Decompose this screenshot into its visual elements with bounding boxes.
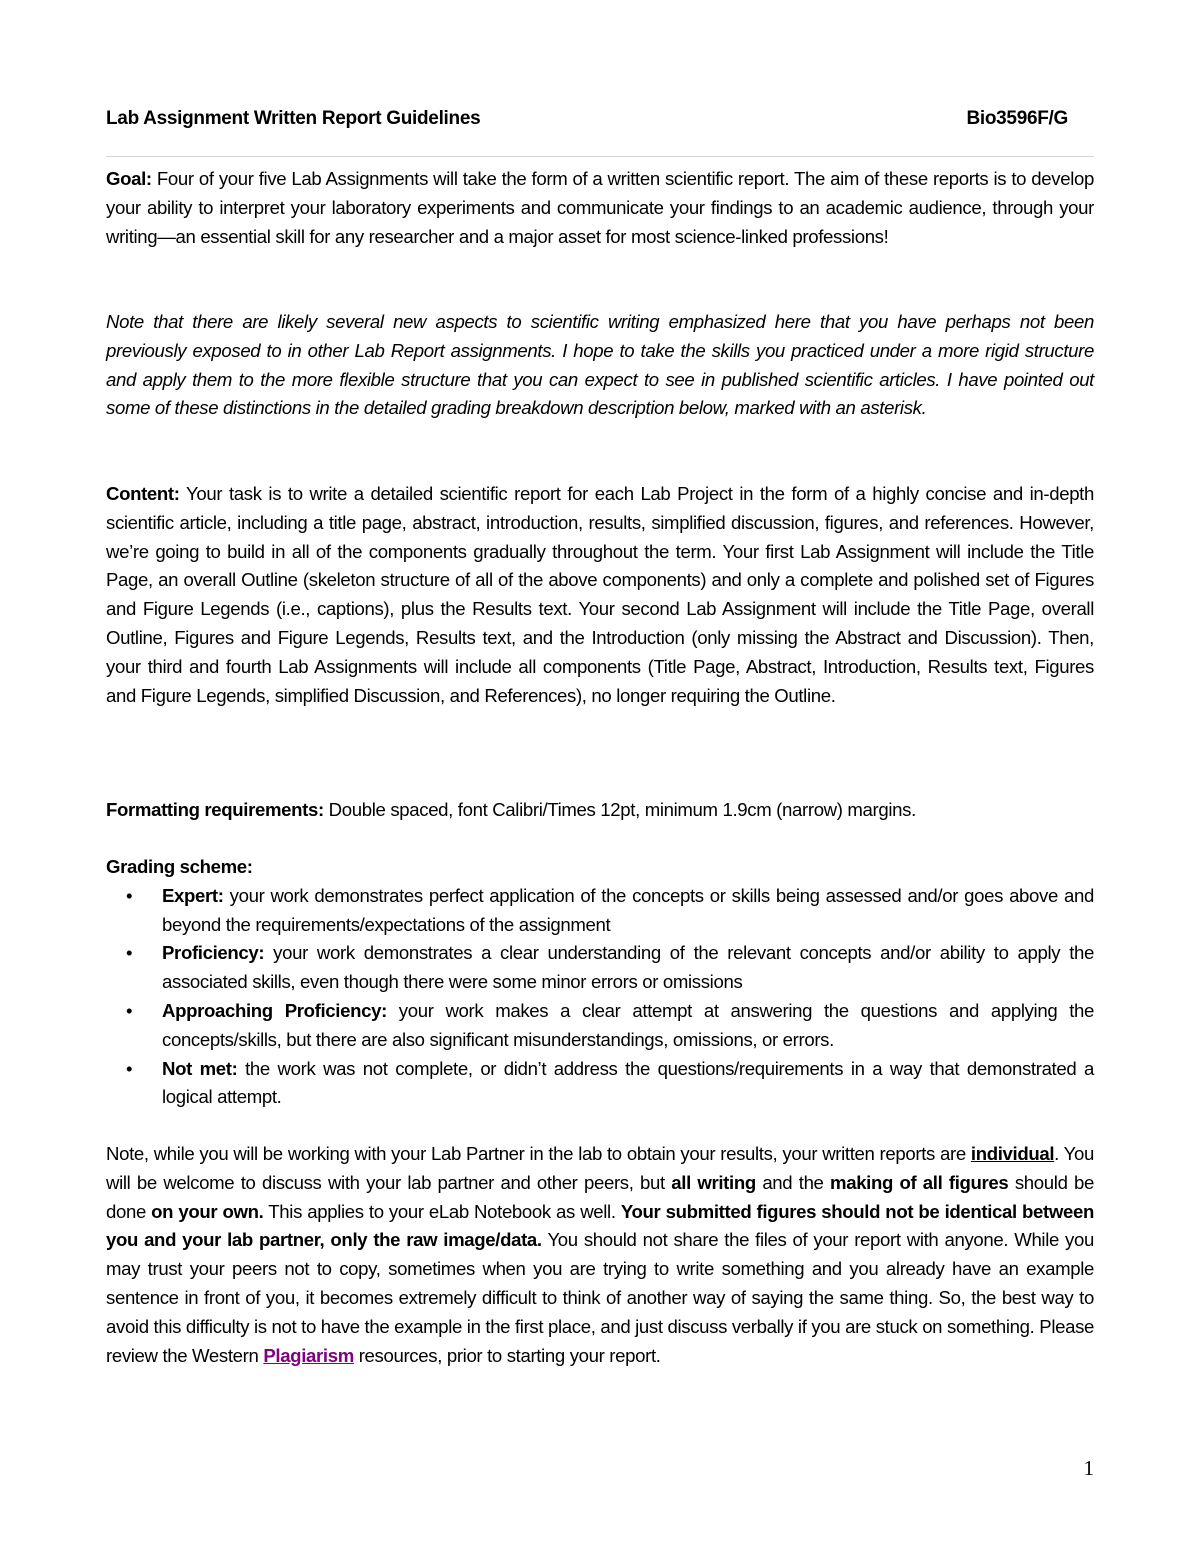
- content-label: Content:: [106, 483, 180, 504]
- grading-heading: Grading scheme:: [106, 856, 253, 877]
- grade-text: your work demonstrates a clear understanding of the relevant concepts and/or ability to apply the associated skills, even though there were some minor errors or omissions: [162, 942, 1094, 993]
- bullet-icon: •: [126, 884, 133, 906]
- formatting-text: Double spaced, font Calibri/Times 12pt, minimum 1.9cm (narrow) margins.: [323, 799, 916, 820]
- list-item: [106, 1055, 1094, 1113]
- emphasis-text: Your submitted figures should not be identical between you and your lab partner, only the raw image/data.: [106, 1200, 1094, 1251]
- text-run: and the: [755, 1171, 831, 1193]
- content-paragraph: [106, 480, 1094, 710]
- formatting-label: Formatting requirements:: [106, 799, 324, 820]
- page-header: [106, 108, 1094, 130]
- grade-label: Not met:: [162, 1057, 238, 1079]
- content-text: Your task is to write a detailed scientific report for each Lab Project in the form of a highly concise and in-depth scientific article, including a title page, abstract, introduction, results, simplified discussion, figures, and references. However, we’re going to build in all of the components gradually throughout the term. Your first Lab Assignment will include the Title Page, an overall Outline (skeleton structure of all of the above components) and only a complete and polished set of Figures and Figure Legends (i.e., captions), plus the Results text. Your second Lab Assignment will include the Title Page, overall Outline, Figures and Figure Legends, Results text, and the Introduction (only missing the Abstract and Discussion). Then, your third and fourth Lab Assignments will include all components (Title Page, Abstract, Introduction, Results text, Figures and Figure Legends, simplified Discussion, and References), no longer requiring the Outline.: [106, 483, 1094, 706]
- emphasis-individual: individual: [970, 1143, 1055, 1164]
- grading-list: [106, 882, 1094, 1112]
- emphasis-text: on your own.: [151, 1200, 264, 1222]
- goal-label: Goal:: [106, 168, 152, 189]
- page-number: 1: [1083, 1456, 1094, 1480]
- grade-text: your work demonstrates perfect application of the concepts or skills being assessed and/or goes above and beyond the requirements/expectations of the assignment: [162, 884, 1094, 935]
- text-run: This applies to your eLab Notebook as well.: [263, 1200, 621, 1222]
- list-item: [106, 882, 1094, 940]
- list-item: [106, 997, 1094, 1055]
- goal-text: Four of your five Lab Assignments will take the form of a written scientific report. The aim of these reports is to develop your ability to interpret your laboratory experiments and communicate your findings to an academic audience, through your writing—an essential skill for any researcher and a major asset for most science-linked professions!: [106, 168, 1094, 247]
- grade-label: Proficiency:: [162, 942, 265, 964]
- grading-section: [106, 853, 1094, 1112]
- grade-text: your work makes a clear attempt at answering the questions and applying the concepts/skills, but there are also significant misunderstandings, omissions, or errors.: [162, 999, 1094, 1050]
- text-run: You should not share the files of your report with anyone. While you may trust your peers not to copy, sometimes when you are trying to write something and you already have an example sentence in front of you, it becomes extremely difficult to think of another way of saying the same thing. So, the best way to avoid this difficulty is not to have the example in the first place, and just discuss verbally if you are stuck on something. Please review the Western: [106, 1229, 1095, 1366]
- italic-note-paragraph: Note that there are likely several new aspects to scientific writing emphasized here that you have perhaps not been previously exposed to in other Lab Report assignments. I hope to take the skills you practiced under a more rigid structure and apply them to the more flexible structure that you can expect to see in published scientific articles. I have pointed out some of these distinctions in the detailed grading breakdown description below, marked with an asterisk.: [106, 311, 1094, 419]
- text-run: should be done: [106, 1171, 1094, 1222]
- text-run: resources, prior to starting your report.: [353, 1344, 661, 1366]
- formatting-paragraph: [106, 796, 1094, 825]
- emphasis-text: making of all figures: [830, 1171, 1009, 1193]
- goal-paragraph: [106, 165, 1094, 251]
- grade-label: Approaching Proficiency:: [162, 999, 387, 1021]
- course-code: Bio3596F/G: [966, 108, 1068, 129]
- list-item: [106, 939, 1094, 997]
- bullet-icon: •: [126, 1057, 133, 1079]
- document-title: Lab Assignment Written Report Guidelines: [106, 108, 481, 129]
- grade-text: the work was not complete, or didn’t address the questions/requirements in a way that demonstrated a logical attempt.: [162, 1057, 1095, 1108]
- bullet-icon: •: [126, 942, 133, 964]
- header-divider: [106, 156, 1094, 157]
- bullet-icon: •: [126, 999, 133, 1021]
- text-run: Note, while you will be working with your Lab Partner in the lab to obtain your results, your written reports are: [106, 1143, 971, 1164]
- grade-label: Expert:: [162, 884, 224, 906]
- text-run: . You will be welcome to discuss with your lab partner and other peers, but: [106, 1143, 1094, 1193]
- plagiarism-link[interactable]: Plagiarism: [263, 1344, 354, 1366]
- individual-work-paragraph: [106, 1140, 1094, 1370]
- emphasis-text: all writing: [671, 1171, 756, 1193]
